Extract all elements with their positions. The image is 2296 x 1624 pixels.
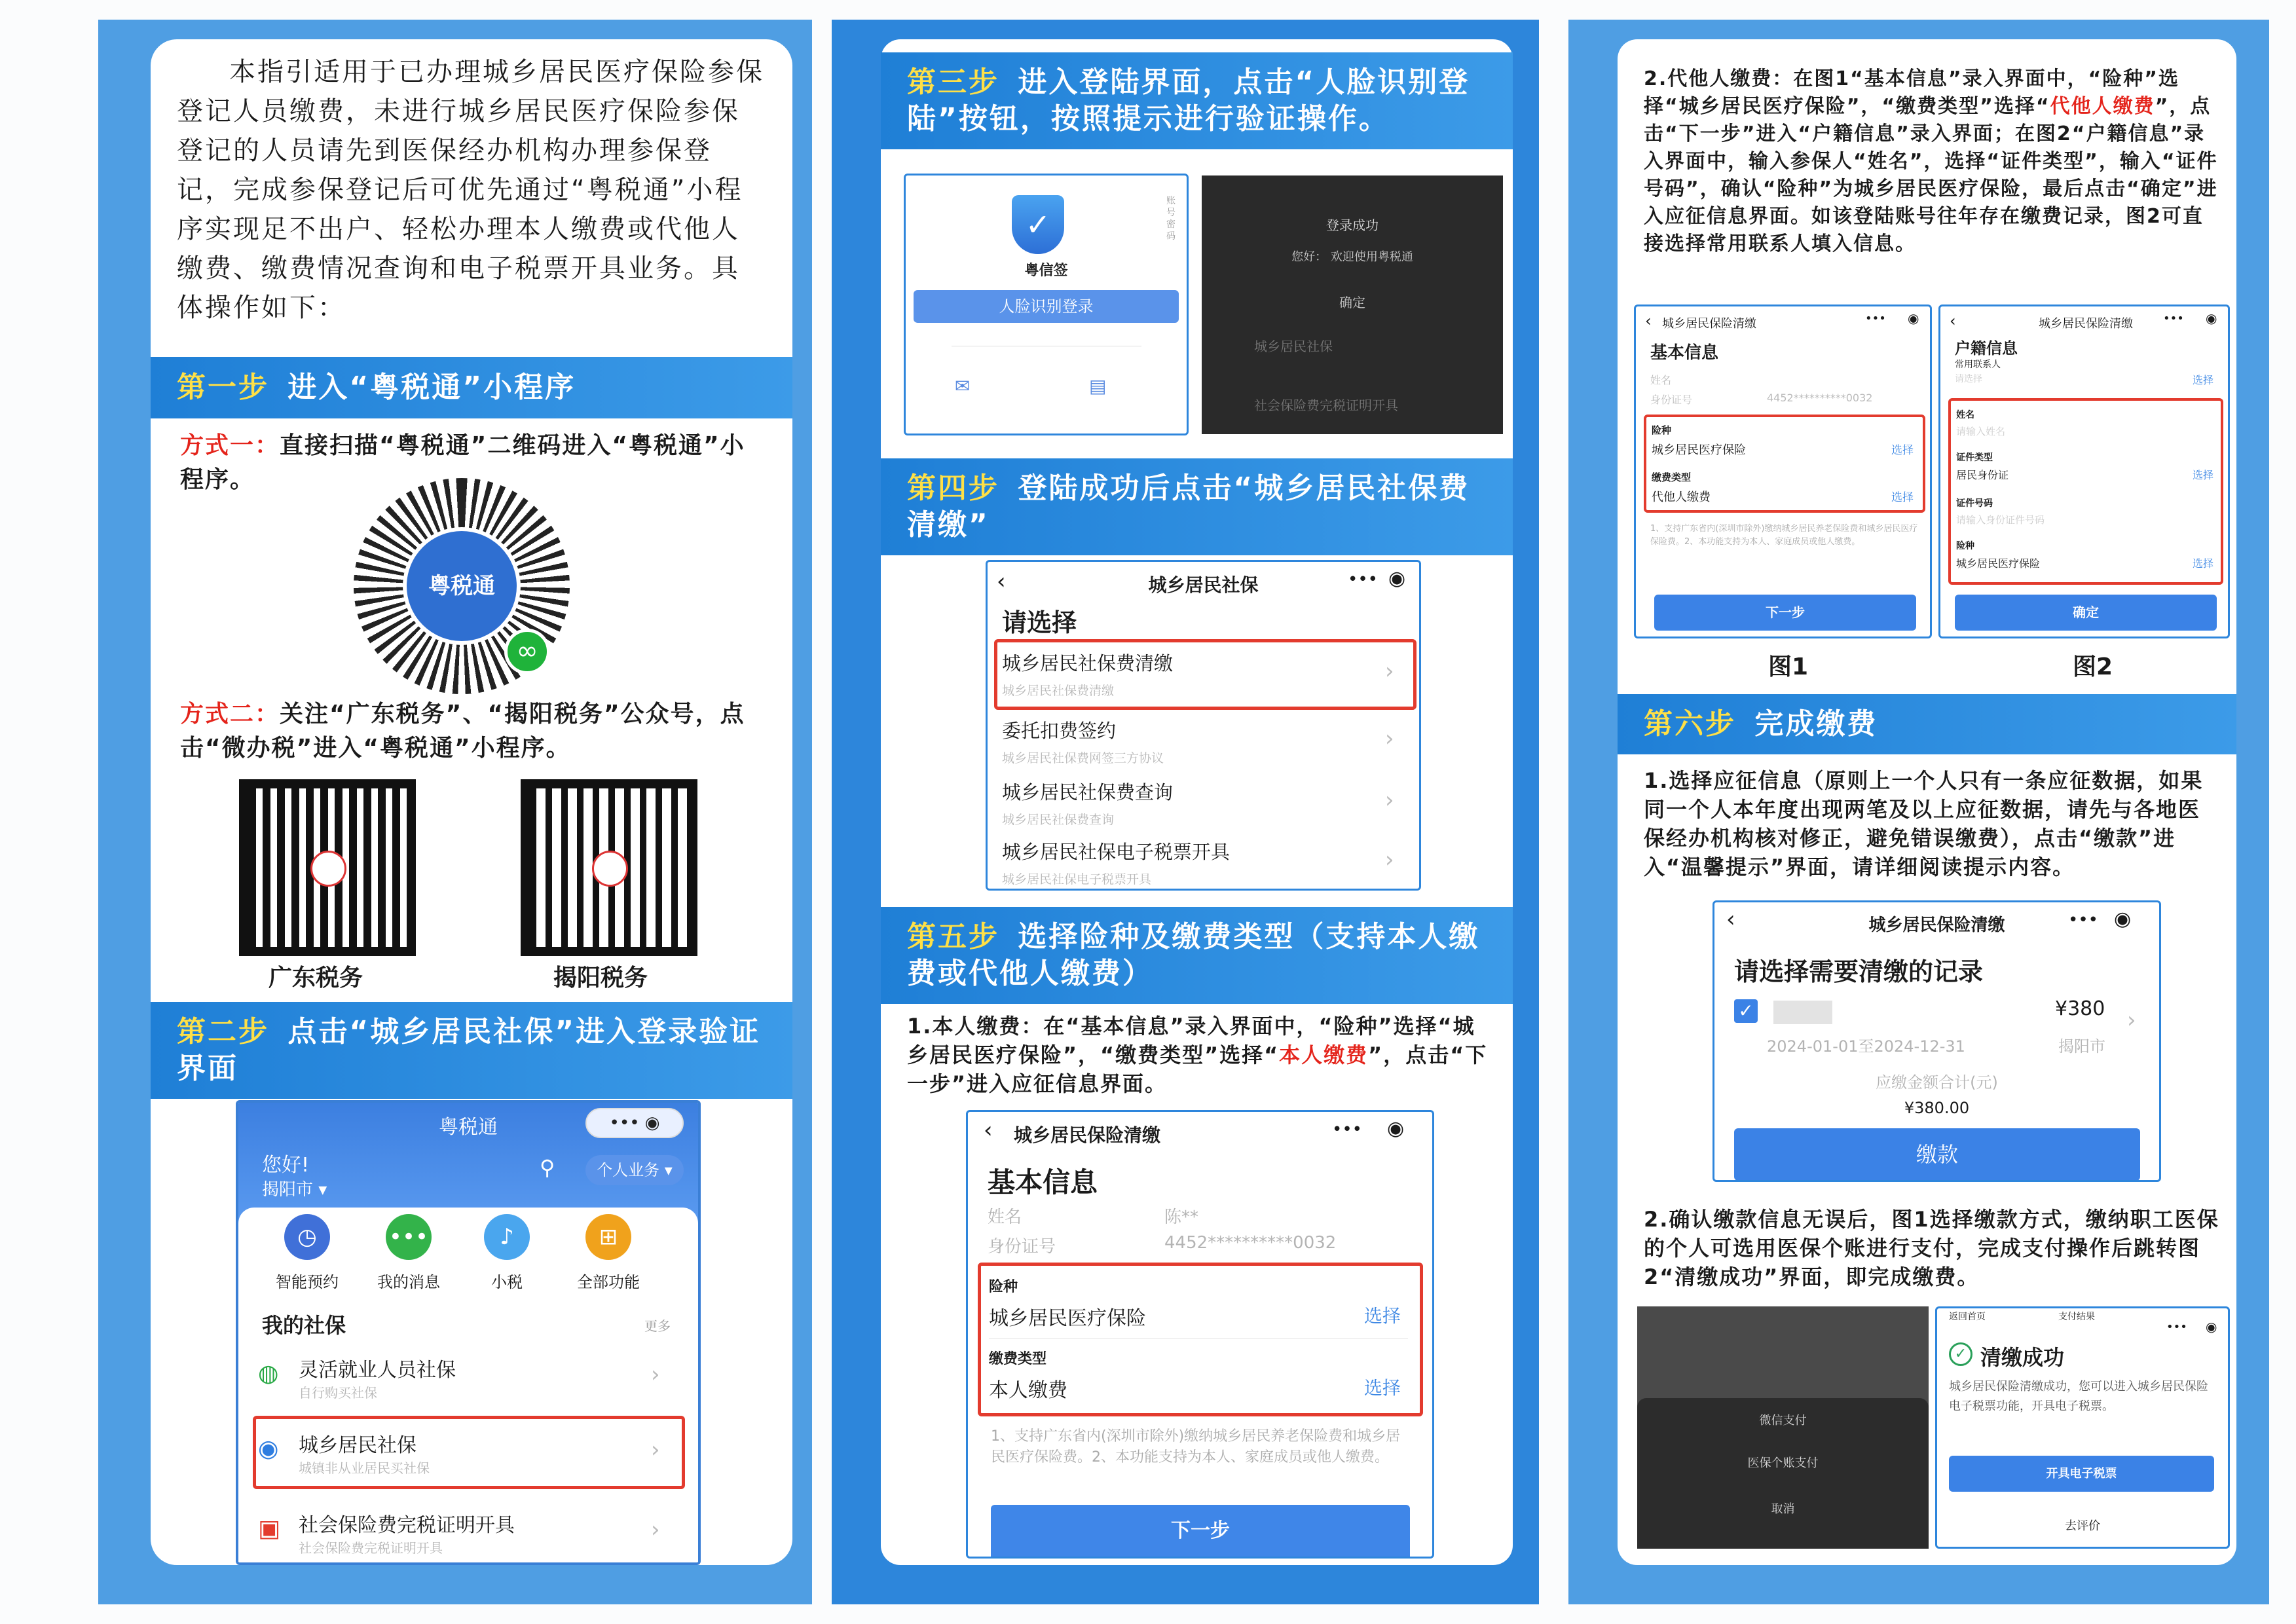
fig2-idtype-choose[interactable]: 选择 xyxy=(2193,469,2214,481)
item-title: 委托扣费签约 xyxy=(1002,720,1117,742)
close-icon[interactable]: ◉ xyxy=(2206,1319,2217,1335)
list-item-flexible-employment[interactable] xyxy=(258,1348,677,1411)
fig2-idno-label: 证件号码 xyxy=(1956,498,1993,509)
fig2-ins-label: 险种 xyxy=(1956,541,1974,551)
item-title: 城乡居民社保费查询 xyxy=(1002,781,1174,803)
fig2-idtype-label: 证件类型 xyxy=(1956,452,1993,463)
fig1-title: 城乡居民保险清缴 xyxy=(1662,317,1756,331)
login-side-text: 账号密码 xyxy=(1166,196,1176,242)
shortcut-label: 我的消息 xyxy=(377,1273,440,1291)
step4-banner xyxy=(881,458,1513,555)
check-circle-icon: ✓ xyxy=(1949,1342,1972,1366)
form-heading: 基本信息 xyxy=(988,1166,1098,1198)
qr1-label: 广东税务 xyxy=(268,965,363,991)
step4-number: 第四步 xyxy=(907,471,999,505)
item-title: 城乡居民社保电子税票开具 xyxy=(1002,841,1231,863)
way2-label: 方式二： xyxy=(180,701,280,728)
way1-label: 方式一： xyxy=(180,432,280,459)
fig2-ins-value: 城乡居民医疗保险 xyxy=(1956,557,2041,570)
highlight-clearance xyxy=(994,639,1416,710)
fig1-ins-value: 城乡居民医疗保险 xyxy=(1652,443,1746,457)
more-icon[interactable]: ••• xyxy=(2166,1320,2187,1334)
fig1-type-label: 缴费类型 xyxy=(1652,471,1692,483)
fig1-name-label: 姓名 xyxy=(1650,374,1672,386)
chevron-right-icon: › xyxy=(651,1361,660,1388)
fig2-caption: 图2 xyxy=(2073,654,2113,680)
record-checkbox[interactable]: ✓ xyxy=(1734,999,1758,1023)
search-icon[interactable]: ⚲ xyxy=(540,1155,555,1180)
home-link[interactable]: 返回首页 xyxy=(1949,1312,1986,1322)
fig1-caption: 图1 xyxy=(1768,654,1809,680)
success-message: 城乡居民保险清缴成功，您可以进入城乡居民保险电子税票功能，开具电子税票。 xyxy=(1949,1380,2208,1413)
login-success-screen xyxy=(1202,175,1503,434)
back-icon[interactable]: ‹ xyxy=(984,1117,993,1143)
clearance-success-screen xyxy=(1935,1306,2230,1549)
proxy-pay-text: 2.代他人缴费：在图1“基本信息”录入界面中，“险种”选择“城乡居民医疗保险”，“缴费类型”选择“代他人缴费”，点击“下一步”进入“户籍信息”录入界面；在图2“户籍信息”录入界面中，输入参保人“姓名”，选择“证件类型”，输入“证件号码”，确认“险种”为城乡居民医疗保险，最后点击“确定”进入应征信息界面。如该登陆账号往年存在缴费记录，图2可直接选择常用联系人填入信息。 xyxy=(1644,67,2218,255)
success-msg: 您好： 欢迎使用粤税通 xyxy=(1291,250,1413,264)
shortcut-messages[interactable] xyxy=(366,1214,451,1292)
redacted-name xyxy=(1773,1001,1832,1024)
item-subtitle: 自行购买社保 xyxy=(299,1385,377,1401)
fig2-confirm-button[interactable]: 确定 xyxy=(1955,595,2217,631)
more-icon[interactable]: ••• xyxy=(1348,570,1379,589)
item-title: 灵活就业人员社保 xyxy=(299,1359,456,1382)
calendar-icon: ◷ xyxy=(284,1214,330,1260)
qr2-label: 揭阳税务 xyxy=(553,965,648,991)
chevron-right-icon: › xyxy=(1385,658,1394,684)
item-title: 社会保险费完税证明开具 xyxy=(299,1514,515,1537)
more-icon[interactable]: ••• xyxy=(2068,910,2099,930)
name-label: 姓名 xyxy=(988,1208,1022,1227)
menu-item-e-tax[interactable] xyxy=(1002,832,1408,891)
issue-e-tax-button[interactable]: 开具电子税票 xyxy=(1949,1456,2214,1492)
more-link[interactable]: 更多 xyxy=(644,1318,671,1334)
more-icon[interactable]: ••• xyxy=(1865,312,1886,325)
close-icon[interactable]: ◉ xyxy=(1387,1117,1405,1140)
menu-item-entrust[interactable] xyxy=(1002,711,1408,770)
total-amount: ¥380.00 xyxy=(1904,1099,1970,1117)
back-icon[interactable]: ‹ xyxy=(1726,906,1735,932)
step6-para2: 2.确认缴款信息无误后，图1选择缴款方式，缴纳职工医保的个人可选用医保个账进行支付，完成支付操作后跳转图2“清缴成功”界面，即完成缴费。 xyxy=(1644,1207,2219,1289)
greeting: 您好! xyxy=(262,1154,310,1177)
way1-desc: 直接扫描“粤税通”二维码进入“粤税通”小程序。 xyxy=(180,432,745,493)
evaluate-link[interactable]: 去评价 xyxy=(2065,1519,2100,1533)
record-period: 2024-01-01至2024-12-31 xyxy=(1767,1037,1965,1056)
next-button[interactable]: 下一步 xyxy=(991,1505,1410,1559)
close-icon[interactable]: ◉ xyxy=(1388,567,1406,590)
mini-code-label: 粤税通 xyxy=(428,573,495,599)
message-icon: ••• xyxy=(386,1214,432,1260)
back-icon[interactable]: ‹ xyxy=(1950,312,1956,330)
total-label: 应缴金额合计(元) xyxy=(1876,1073,1998,1092)
record-selection-screen xyxy=(1713,900,2161,1182)
self-pay-text: 1.本人缴费：在“基本信息”录入界面中，“险种”选择“城乡居民医疗保险”，“缴费类型”选择“本人缴费”，点击“下一步”进入应征信息界面。 xyxy=(907,1014,1488,1096)
chevron-right-icon: › xyxy=(1385,847,1394,873)
list-item-tax-certificate[interactable] xyxy=(258,1504,677,1565)
choose-heading: 请选择 xyxy=(1002,608,1077,637)
my-social-security-heading: 我的社保 xyxy=(262,1313,346,1338)
highlight-urban-rural xyxy=(253,1416,685,1489)
item-subtitle: 城乡居民社保电子税票开具 xyxy=(1002,872,1152,887)
figure2-household-info xyxy=(1938,304,2230,638)
shield-icon: ✓ xyxy=(1012,195,1064,254)
insurance-value: 城乡居民医疗保险 xyxy=(989,1307,1146,1330)
shortcut-label: 全部功能 xyxy=(577,1273,640,1291)
fig2-name-input[interactable]: 请输入姓名 xyxy=(1956,426,2006,437)
back-icon[interactable]: ‹ xyxy=(1645,312,1652,330)
record-amount: ¥380 xyxy=(2055,997,2105,1020)
close-icon[interactable]: ◉ xyxy=(2114,908,2132,931)
proxy-pay-highlight: 代他人缴费 xyxy=(2050,95,2155,118)
face-login-button[interactable]: 人脸识别登录 xyxy=(914,290,1179,323)
shortcut-appointment[interactable] xyxy=(265,1214,350,1292)
fig2-title: 城乡居民保险清缴 xyxy=(2039,317,2133,331)
more-icon[interactable]: ••• xyxy=(2163,312,2184,325)
wechat-pay-option[interactable]: 微信支付 xyxy=(1759,1414,1807,1428)
fig2-contact-choose[interactable]: 选择 xyxy=(2193,374,2214,386)
city-selector[interactable]: 揭阳市 ▾ xyxy=(262,1180,327,1200)
payment-method-sheet xyxy=(1637,1306,1929,1549)
microphone-icon: ♪ xyxy=(484,1214,530,1260)
item-subtitle: 城乡居民社保费网签三方协议 xyxy=(1002,751,1164,766)
users-icon: ◉ xyxy=(258,1435,279,1462)
step5-number: 第五步 xyxy=(907,920,999,953)
step6-banner xyxy=(1618,694,2236,754)
item-title: 城乡居民社保 xyxy=(299,1434,417,1457)
chevron-right-icon: › xyxy=(1385,787,1394,813)
step3-number: 第三步 xyxy=(907,65,999,99)
menu-screen xyxy=(986,560,1421,891)
intro-text: 本指引适用于已办理城乡居民医疗保险参保登记人员缴费，未进行城乡居民医疗保险参保登记的人员请先到医保经办机构办理参保登记，完成参保登记后可优先通过“粤税通”小程序实现足不出户、轻松办理本人缴费或代他人缴费、缴费情况查询和电子税票开具业务。具体操作如下： xyxy=(177,57,764,323)
close-icon[interactable]: ◉ xyxy=(1908,310,1919,326)
step6-para1: 1.选择应征信息（原则上一个人只有一条应征数据，如果同一个人本年度出现两笔及以上应征数据，请先与各地医保经办机构核对修正，避免错误缴费），点击“缴款”进入“温馨提示”界面，请详细阅读提示内容。 xyxy=(1644,768,2204,879)
pay-type-value: 本人缴费 xyxy=(989,1379,1067,1402)
fig2-idtype-value: 居民身份证 xyxy=(1956,469,2009,481)
id-value: 4452**********0032 xyxy=(1164,1233,1337,1253)
fig1-ins-choose[interactable]: 选择 xyxy=(1891,444,1914,457)
insurance-choose[interactable]: 选择 xyxy=(1364,1305,1401,1327)
shortcut-label: 小税 xyxy=(491,1273,523,1291)
yueshuitong-app-screen xyxy=(236,1100,701,1565)
fig1-next-button[interactable]: 下一步 xyxy=(1654,595,1916,631)
menu-item-query[interactable] xyxy=(1002,773,1408,832)
capsule-menu[interactable]: ••• ◉ xyxy=(585,1108,684,1138)
more-icon[interactable]: ••• xyxy=(1332,1120,1363,1139)
item-subtitle: 社会保险费完税证明开具 xyxy=(299,1540,443,1556)
cancel-option[interactable]: 取消 xyxy=(1771,1502,1795,1516)
success-heading: 清缴成功 xyxy=(1980,1345,2065,1370)
mini-code-center xyxy=(403,527,521,645)
item-title: 城乡居民社保费清缴 xyxy=(1002,652,1174,674)
item-subtitle: 城乡居民社保费查询 xyxy=(1002,813,1115,827)
way2-desc: 关注“广东税务”、“揭阳税务”公众号，点击“微办税”进入“粤税通”小程序。 xyxy=(180,701,745,762)
qr-code-guangdong[interactable] xyxy=(239,779,416,956)
fig2-contact-label: 常用联系人 xyxy=(1955,360,2001,370)
fig1-heading: 基本信息 xyxy=(1650,343,1719,363)
step1-number: 第一步 xyxy=(177,371,269,404)
dark-row-1: 城乡居民社保 xyxy=(1254,339,1333,354)
qr-code-jieyang[interactable] xyxy=(521,779,697,956)
step1-title: 进入“粤税通”小程序 xyxy=(287,371,576,404)
fig2-contact-placeholder[interactable]: 请选择 xyxy=(1955,374,1982,384)
fig1-ins-label: 险种 xyxy=(1652,424,1672,436)
step6-number: 第六步 xyxy=(1644,707,1736,741)
medical-account-option[interactable]: 医保个账支付 xyxy=(1747,1456,1819,1470)
step3-title: 进入登陆界面，点击“人脸识别登陆”按钮，按照提示进行验证操作。 xyxy=(907,65,1470,136)
bottom-icon-1[interactable]: ✉ xyxy=(955,375,971,397)
fig2-idno-input[interactable]: 请输入身份证件号码 xyxy=(1956,514,2045,526)
chevron-right-icon: › xyxy=(2127,1007,2136,1033)
bottom-icon-2[interactable]: ▤ xyxy=(1089,375,1107,397)
pay-button[interactable]: 缴款 xyxy=(1734,1128,2140,1181)
form-notes: 1、支持广东省内(深圳市除外)缴纳城乡居民养老保险费和城乡居民医疗保险费。2、本功能支持为本人、家庭成员或他人缴费。 xyxy=(991,1428,1401,1466)
fig1-id-value: 4452**********0032 xyxy=(1767,392,1873,404)
qr-logo-icon xyxy=(592,851,628,887)
step5-banner xyxy=(881,907,1513,1004)
item-subtitle: 城乡居民社保费清缴 xyxy=(1002,684,1115,698)
fig1-id-label: 身份证号 xyxy=(1650,394,1693,406)
way2-text xyxy=(180,697,769,766)
pay-result-label: 支付结果 xyxy=(2058,1312,2095,1322)
step5-title: 选择险种及缴费类型（支持本人缴费或代他人缴费） xyxy=(907,920,1480,990)
fig1-notes: 1、支持广东省内(深圳市除外)缴纳城乡居民养老保险费和城乡居民医疗保险费。2、本功能支持为本人、家庭成员或他人缴费。 xyxy=(1650,524,1918,547)
back-icon[interactable]: ‹ xyxy=(997,568,1006,595)
certificate-icon: ▣ xyxy=(258,1515,281,1542)
step2-number: 第二步 xyxy=(177,1015,269,1048)
fig2-heading: 户籍信息 xyxy=(1955,339,2018,358)
fig1-type-choose[interactable]: 选择 xyxy=(1891,491,1914,504)
person-icon: ◍ xyxy=(258,1360,279,1387)
grid-icon: ⊞ xyxy=(585,1214,631,1260)
login-brand: 粤信签 xyxy=(1024,263,1068,279)
form-title: 城乡居民保险清缴 xyxy=(1014,1124,1161,1146)
pay-type-label: 缴费类型 xyxy=(989,1351,1047,1367)
fig2-name-label: 姓名 xyxy=(1956,410,1974,420)
mini-program-icon: ∞ xyxy=(504,629,550,674)
id-label: 身份证号 xyxy=(988,1237,1056,1257)
chevron-right-icon: › xyxy=(1385,726,1394,752)
step4-title: 登陆成功后点击“城乡居民社保费清缴” xyxy=(907,471,1470,542)
step3-banner xyxy=(881,52,1513,149)
pay-type-choose[interactable]: 选择 xyxy=(1364,1377,1401,1399)
login-screen xyxy=(904,174,1189,435)
name-value: 陈** xyxy=(1164,1208,1199,1227)
basic-info-form xyxy=(966,1110,1434,1559)
menu-title: 城乡居民社保 xyxy=(1148,574,1259,596)
insurance-label: 险种 xyxy=(989,1279,1018,1295)
step2-title: 点击“城乡居民社保”进入登录验证界面 xyxy=(177,1015,761,1085)
confirm-button[interactable]: 确定 xyxy=(1339,295,1365,310)
record-city: 揭阳市 xyxy=(2058,1037,2105,1056)
app-title: 粤税通 xyxy=(439,1116,498,1139)
dark-row-2: 社会保险费完税证明开具 xyxy=(1254,397,1398,413)
personal-business-button[interactable]: 个人业务 ▾ xyxy=(585,1155,684,1185)
figure1-basic-info xyxy=(1634,304,1932,638)
step1-banner xyxy=(151,357,792,418)
self-pay-highlight: 本人缴费 xyxy=(1279,1043,1369,1067)
step2-banner xyxy=(151,1002,792,1099)
step6-title: 完成缴费 xyxy=(1754,707,1878,741)
qr-logo-icon xyxy=(310,851,346,887)
chevron-right-icon: › xyxy=(651,1517,660,1543)
close-icon[interactable]: ◉ xyxy=(2206,310,2217,326)
fig2-ins-choose[interactable]: 选择 xyxy=(2193,557,2214,570)
record-heading: 请选择需要清缴的记录 xyxy=(1734,957,1984,986)
shortcut-label: 智能预约 xyxy=(276,1273,339,1291)
fig1-type-value: 代他人缴费 xyxy=(1652,490,1711,504)
record-title: 城乡居民保险清缴 xyxy=(1868,915,2005,935)
success-title: 登录成功 xyxy=(1326,217,1379,233)
mini-program-code[interactable] xyxy=(354,478,570,694)
shortcut-all-functions[interactable] xyxy=(566,1214,651,1292)
shortcut-xiaoshui[interactable] xyxy=(464,1214,549,1292)
item-subtitle: 城镇非从业居民买社保 xyxy=(299,1460,430,1476)
chevron-right-icon: › xyxy=(651,1437,660,1463)
